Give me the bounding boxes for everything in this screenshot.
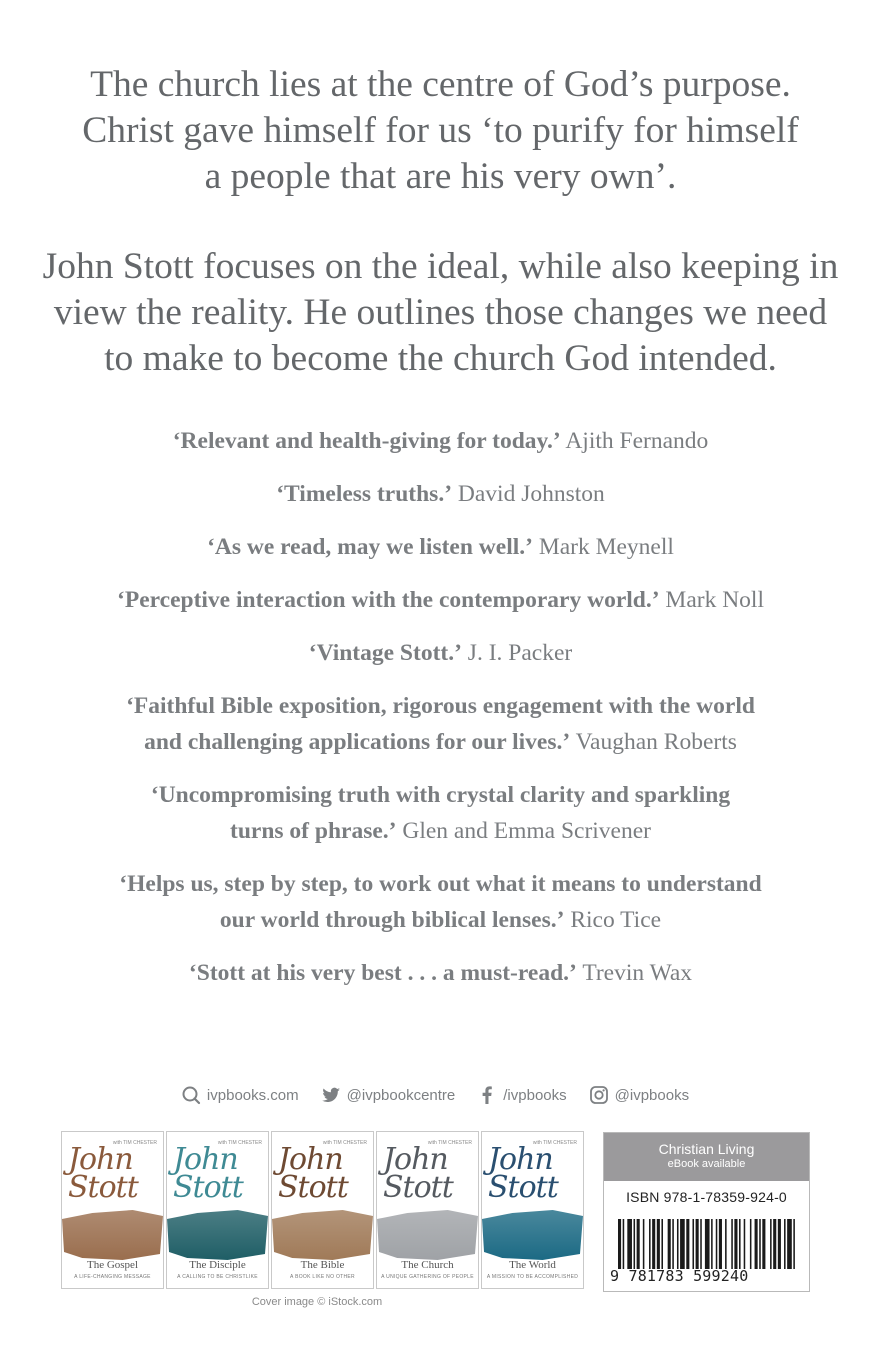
endorsement-author: Trevin Wax [582, 960, 693, 986]
book-coauthor: with TIM CHESTER [217, 1140, 262, 1146]
endorsement-quote: and challenging applications for our lives.’ [144, 729, 571, 755]
endorsement-line [40, 476, 841, 512]
endorsement-line [40, 866, 841, 902]
endorsement-quote: ‘Timeless truths.’ [276, 481, 453, 507]
barcode-bar [705, 1219, 710, 1269]
barcode-bar [661, 1219, 663, 1269]
barcode-bar [711, 1219, 713, 1269]
endorsement-quote: our world through biblical lenses.’ [219, 907, 565, 933]
intro-line: Christ gave himself for us ‘to purify for himself [82, 110, 799, 151]
endorsement-author: Vaughan Roberts [575, 729, 737, 755]
intro-paragraph-2 [40, 244, 841, 382]
barcode-bar [634, 1219, 636, 1269]
book-cover [271, 1131, 374, 1289]
barcode-bar [725, 1219, 727, 1269]
barcode-bar [734, 1219, 737, 1269]
book-author: John Stott [488, 1142, 558, 1205]
book-cover [61, 1131, 164, 1289]
instagram-link[interactable] [589, 1085, 689, 1105]
barcode-bar [770, 1219, 772, 1269]
barcode-bar [784, 1219, 786, 1269]
isbn-number: ISBN 978-1-78359-924-0 [626, 1189, 787, 1205]
twitter-link[interactable] [321, 1085, 456, 1105]
endorsement [40, 423, 841, 459]
barcode-bar [668, 1219, 671, 1269]
website-link[interactable] [181, 1085, 299, 1105]
endorsement-line [40, 955, 841, 991]
endorsement-quote: ‘Faithful Bible exposition, rigorous engagement with the world [126, 693, 755, 719]
endorsement [40, 476, 841, 512]
barcode-bar [719, 1219, 722, 1269]
endorsement-line [40, 902, 841, 938]
endorsement-line [40, 688, 841, 724]
endorsement-quote: ‘Relevant and health-giving for today.’ [172, 428, 561, 454]
facebook-icon [477, 1085, 497, 1105]
endorsement-author: J. I. Packer [467, 640, 573, 666]
barcode-bar [755, 1219, 758, 1269]
endorsement-quote: ‘Uncompromising truth with crystal clarity and sparkling [150, 782, 731, 808]
intro-paragraph-1 [40, 62, 841, 200]
book-title: The Gospel [86, 1259, 138, 1271]
instagram-label: @ivpbooks [614, 1086, 690, 1104]
barcode-bar [649, 1219, 651, 1269]
endorsement-quote: ‘As we read, may we listen well.’ [207, 534, 533, 560]
facebook-label: /ivpbooks [503, 1086, 567, 1104]
endorsement-author: Glen and Emma Scrivener [402, 818, 651, 844]
book-subtitle: A LIFE-CHANGING MESSAGE [74, 1274, 151, 1280]
book-author: John Stott [68, 1142, 138, 1205]
book-subtitle: A CALLING TO BE CHRISTLIKE [177, 1274, 258, 1280]
barcode-digits: 9 781783 599240 [610, 1267, 749, 1285]
barcode-bar [731, 1219, 733, 1269]
book-title: The World [509, 1259, 556, 1271]
barcode-bar [778, 1219, 781, 1269]
barcode-bar [692, 1219, 694, 1269]
endorsement [40, 777, 841, 849]
endorsement-line [40, 423, 841, 459]
endorsement [40, 955, 841, 991]
barcode-bar [762, 1219, 765, 1269]
endorsements-list [40, 423, 841, 1008]
book-coauthor: with TIM CHESTER [532, 1140, 577, 1146]
endorsement-line [40, 724, 841, 760]
book-coauthor: with TIM CHESTER [322, 1140, 367, 1146]
endorsement-line [40, 529, 841, 565]
book-title: The Bible [300, 1259, 345, 1271]
endorsement [40, 688, 841, 760]
barcode-bar [623, 1219, 625, 1269]
endorsement-line [40, 813, 841, 849]
barcode-bar [773, 1219, 776, 1269]
book-author: John Stott [278, 1142, 348, 1205]
endorsement-author: Ajith Fernando [565, 428, 709, 454]
search-icon [181, 1085, 201, 1105]
barcode-bar [618, 1219, 621, 1269]
endorsement [40, 529, 841, 565]
ebook-label: eBook available [667, 1158, 746, 1170]
barcode-bar [793, 1219, 795, 1269]
endorsement-author: Mark Meynell [538, 534, 674, 560]
twitter-label: @ivpbookcentre [346, 1086, 456, 1104]
isbn-panel [603, 1132, 810, 1292]
endorsement [40, 582, 841, 618]
barcode-bar [744, 1219, 746, 1269]
barcode-bar [716, 1219, 718, 1269]
cover-credit: Cover image © iStock.com [251, 1296, 383, 1308]
endorsement-line [40, 635, 841, 671]
barcode-bar [686, 1219, 689, 1269]
endorsement-quote: turns of phrase.’ [230, 818, 397, 844]
barcode-bar [643, 1219, 645, 1269]
book-title: The Disciple [189, 1259, 246, 1271]
endorsement-quote: ‘Helps us, step by step, to work out what it means to understand [119, 871, 762, 897]
book-author: John Stott [173, 1142, 243, 1205]
intro-line: a people that are his very own’. [204, 156, 677, 197]
endorsement [40, 866, 841, 938]
barcode-image [618, 1219, 798, 1269]
intro-line: The church lies at the centre of God’s purpose. [90, 64, 791, 105]
barcode-bar [677, 1219, 679, 1269]
endorsement [40, 635, 841, 671]
endorsement-line [40, 582, 841, 618]
book-cover-art [272, 1210, 373, 1260]
barcode-bar [696, 1219, 699, 1269]
endorsement-quote: ‘Stott at his very best . . . a must-read.’ [188, 960, 577, 986]
endorsement-line [40, 777, 841, 813]
barcode-bar [627, 1219, 632, 1269]
barcode-bar [657, 1219, 660, 1269]
website-label: ivpbooks.com [206, 1086, 299, 1104]
book-coauthor: with TIM CHESTER [112, 1140, 157, 1146]
barcode-bar [700, 1219, 702, 1269]
book-cover-art [62, 1210, 163, 1260]
book-cover-art [482, 1210, 583, 1260]
endorsement-quote: ‘Perceptive interaction with the contemporary world.’ [117, 587, 660, 613]
endorsement-author: Rico Tice [570, 907, 662, 933]
endorsement-quote: ‘Vintage Stott.’ [308, 640, 462, 666]
barcode-bar [787, 1219, 792, 1269]
barcode-bar [739, 1219, 741, 1269]
book-subtitle: A MISSION TO BE ACCOMPLISHED [486, 1274, 579, 1280]
book-cover-art [167, 1210, 268, 1260]
book-title: The Church [401, 1259, 454, 1271]
category-label: Christian Living [658, 1141, 755, 1157]
book-subtitle: A BOOK LIKE NO OTHER [290, 1274, 355, 1280]
instagram-icon [589, 1085, 609, 1105]
barcode-bar [672, 1219, 674, 1269]
barcode-bar [759, 1219, 761, 1269]
endorsement-author: David Johnston [457, 481, 605, 507]
intro-line: view the reality. He outlines those changes we need [53, 292, 828, 333]
category-header [604, 1133, 809, 1181]
barcode-bar [652, 1219, 655, 1269]
book-coauthor: with TIM CHESTER [427, 1140, 472, 1146]
book-cover [376, 1131, 479, 1289]
book-cover [166, 1131, 269, 1289]
social-links [60, 1085, 810, 1105]
twitter-bird-icon [321, 1085, 341, 1105]
endorsement-author: Mark Noll [665, 587, 764, 613]
barcode-bar [637, 1219, 640, 1269]
series-books [61, 1131, 586, 1289]
facebook-link[interactable] [477, 1085, 566, 1105]
book-cover-art [377, 1210, 478, 1260]
intro-line: to make to become the church God intended. [104, 338, 777, 379]
barcode-bar [680, 1219, 685, 1269]
book-subtitle: A UNIQUE GATHERING OF PEOPLE [381, 1274, 474, 1280]
barcode-bar [750, 1219, 752, 1269]
book-cover [481, 1131, 584, 1289]
book-author: John Stott [383, 1142, 453, 1205]
intro-line: John Stott focuses on the ideal, while also keeping in [42, 246, 839, 287]
